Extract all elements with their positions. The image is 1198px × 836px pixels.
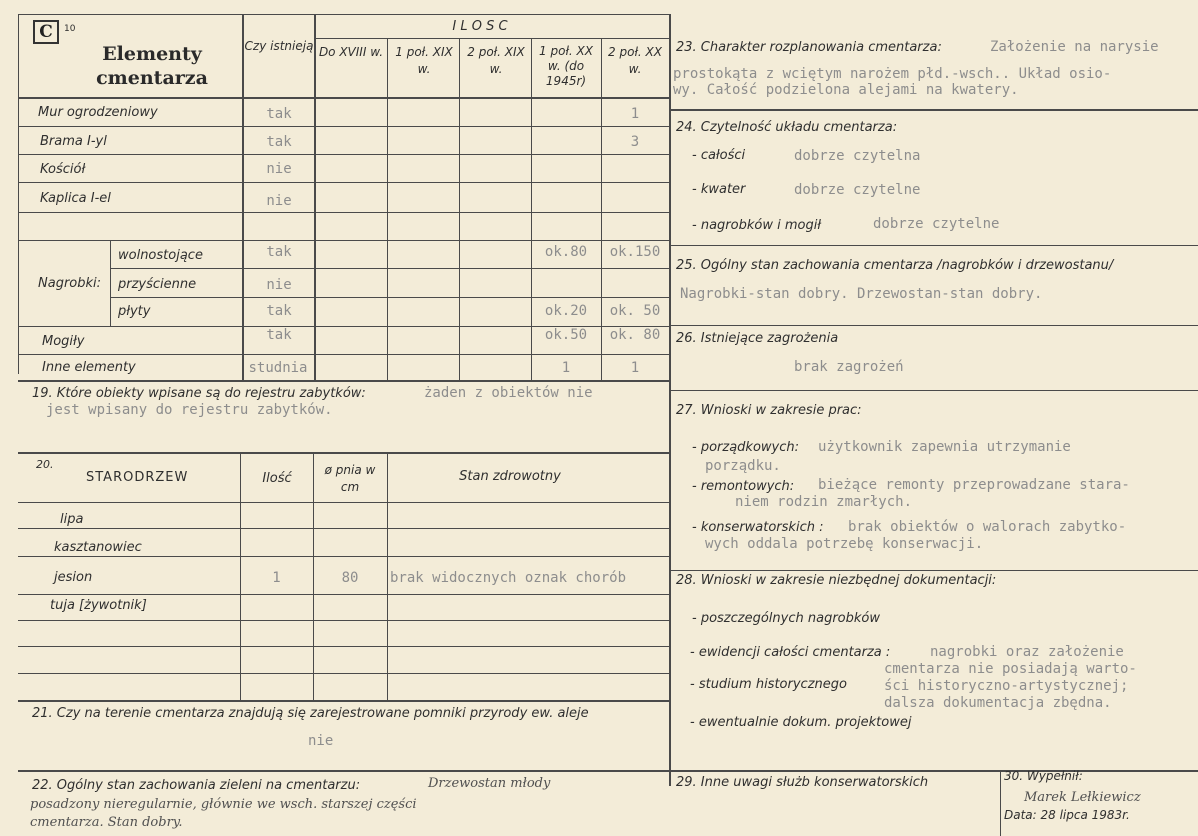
row-label-brama: Brama I-yl [40,134,107,149]
q19-answer-line1: żaden z obiektów nie [424,385,593,401]
exists-column-header: Czy istnieją [244,39,314,53]
q27-remontowe-line2: niem rodzin zmarłych. [735,494,913,510]
q27-porzadkowe-label: - porządkowych: [692,440,799,455]
period-header-4: 1 poł. XX w. (do 1945r) [539,44,593,88]
q27-remontowe-label: - remontowych: [692,479,795,494]
q28-item-3: - studium historycznego [690,677,847,692]
q28-item-2: - ewidencji całości cmentarza : [690,645,891,660]
q24-item-label-1: - całości [692,148,746,163]
q27-konserw-label: - konserwatorskich : [692,520,824,535]
health-column-header: Stan zdrowotny [459,469,561,484]
exists-inne: studnia [248,360,308,376]
exists-mur: tak [266,106,292,122]
q29-label: 29. Inne uwagi służb konserwatorskich [676,775,929,790]
q22-label: 22. Ogólny stan zachowania zieleni na cmentarzu: [32,778,361,793]
tree-count-3: 1 [272,570,281,586]
q19-answer-line2: jest wpisany do rejestru zabytków. [46,402,333,418]
count-plyty-p5: ok. 50 [609,303,661,319]
exists-kaplica: nie [266,193,292,209]
q24-item-answer-3: dobrze czytelne [873,216,1000,232]
row-label-inne: Inne elementy [42,360,136,375]
q24-item-answer-1: dobrze czytelna [794,148,921,164]
q21-answer: nie [308,733,334,749]
count-wolnostojace-p5: ok.150 [609,244,661,260]
q23-line2: prostokąta z wciętym narożem płd.-wsch.. Układ osio- [673,66,1112,82]
tree-name-4: tuja [żywotnik] [50,598,147,613]
left-border [18,14,19,374]
diameter-column-header: ø pnia w cm [324,463,376,494]
q25-answer: Nagrobki-stan dobry. Drzewostan-stan dobry. [680,286,1043,302]
count-inne-p4: 1 [561,360,571,376]
row-label-nagrobki: Nagrobki: [38,276,102,291]
q27-porzadkowe-line2: porządku. [705,458,781,474]
row-label-wolnostojace: wolnostojące [118,248,203,263]
q28-answer-line1: nagrobki oraz założenie [930,644,1124,660]
filled-by-signature: Marek Lełkiewicz [1024,790,1141,805]
count-mogily-p5: ok. 80 [609,327,661,343]
q20-number: 20. [36,458,54,471]
q30-label: 30. Wypełnił: [1004,769,1083,783]
row-label-mur: Mur ogrodzeniowy [38,105,158,120]
count-column-header: Ilość [262,471,292,486]
tree-health-3: brak widocznych oznak chorób [390,570,627,586]
period-header-2: 1 poł. XIX w. [395,45,453,76]
tree-name-3: jesion [54,570,93,585]
q22-hand-line1: Drzewostan młody [428,776,551,791]
row-label-plyty: płyty [118,304,151,319]
q28-answer-line4: dalsza dokumentacja zbędna. [884,695,1112,711]
count-mur: 1 [630,106,640,122]
count-plyty-p4: ok.20 [544,303,588,319]
q26-answer: brak zagrożeń [794,359,904,375]
section-title [72,42,232,90]
q27-label: 27. Wnioski w zakresie prac: [676,403,862,418]
tree-name-1: lipa [60,512,84,527]
exists-przyscienne: nie [266,277,292,293]
exists-kosciol: nie [266,161,292,177]
tree-column-header: STARODRZEW [86,470,189,485]
section-title-line2: cmentarza [96,67,208,89]
q28-answer-line2: cmentarza nie posiadają warto- [884,661,1137,677]
q27-remontowe-line1: bieżące remonty przeprowadzane stara- [818,477,1130,493]
q23-line1: Założenie na narysie [990,39,1159,55]
q25-label: 25. Ogólny stan zachowania cmentarza /nagrobków i drzewostanu/ [676,258,1114,273]
exists-wolnostojace: tak [266,244,292,260]
quantity-header: I L O S C [452,19,508,34]
q22-hand-line2: posadzony nieregularnie, głównie we wsch. starszej części [30,797,417,812]
tree-diameter-3: 80 [341,570,359,586]
count-mogily-p4: ok.50 [544,327,588,343]
period-header-3: 2 poł. XIX w. [467,45,525,76]
row-label-kosciol: Kościół [40,162,86,177]
period-header-5: 2 poł. XX w. [608,45,662,76]
q27-konserw-line2: wych oddala potrzebę konserwacji. [705,536,984,552]
filled-date: Data: 28 lipca 1983r. [1004,808,1130,822]
count-brama: 3 [630,134,640,150]
top-border [18,14,669,15]
exists-brama: tak [266,134,292,150]
q24-label: 24. Czytelność układu cmentarza: [676,120,898,135]
exists-plyty: tak [266,303,292,319]
q27-porzadkowe-line1: użytkownik zapewnia utrzymanie [818,439,1071,455]
row-label-mogily: Mogiły [42,334,85,349]
q22-hand-line3: cmentarza. Stan dobry. [30,815,183,830]
count-wolnostojace-p4: ok.80 [544,244,588,260]
q28-label: 28. Wnioski w zakresie niezbędnej dokumentacji: [676,573,997,588]
count-inne-p5: 1 [630,360,640,376]
tree-name-2: kasztanowiec [54,540,142,555]
page-number: 10 [64,24,76,34]
q28-answer-line3: ści historyczno-artystycznej; [884,678,1129,694]
row-label-kaplica: Kaplica I-el [40,191,111,206]
card-code-box: C [33,20,59,44]
q28-item-4: - ewentualnie dokum. projektowej [690,715,912,730]
exists-mogily: tak [266,327,292,343]
row-label-przyscienne: przyścienne [118,277,197,292]
q23-label: 23. Charakter rozplanowania cmentarza: [676,40,942,55]
q23-line3: wy. Całość podzielona alejami na kwatery. [673,82,1019,98]
q24-item-label-2: - kwater [692,182,746,197]
q21-label: 21. Czy na terenie cmentarza znajdują się zarejestrowane pomniki przyrody ew. aleje [32,706,589,721]
center-divider [669,14,671,786]
period-header-1: Do XVIII w. [318,45,384,59]
q19-label: 19. Które obiekty wpisane są do rejestru zabytków: [32,386,366,401]
q24-item-answer-2: dobrze czytelne [794,182,921,198]
q28-item-1: - poszczególnych nagrobków [692,611,880,626]
q26-label: 26. Istniejące zagrożenia [676,331,839,346]
q27-konserw-line1: brak obiektów o walorach zabytko- [848,519,1127,535]
section-title-line1: Elementy [102,43,202,65]
q24-item-label-3: - nagrobków i mogił [692,218,822,233]
